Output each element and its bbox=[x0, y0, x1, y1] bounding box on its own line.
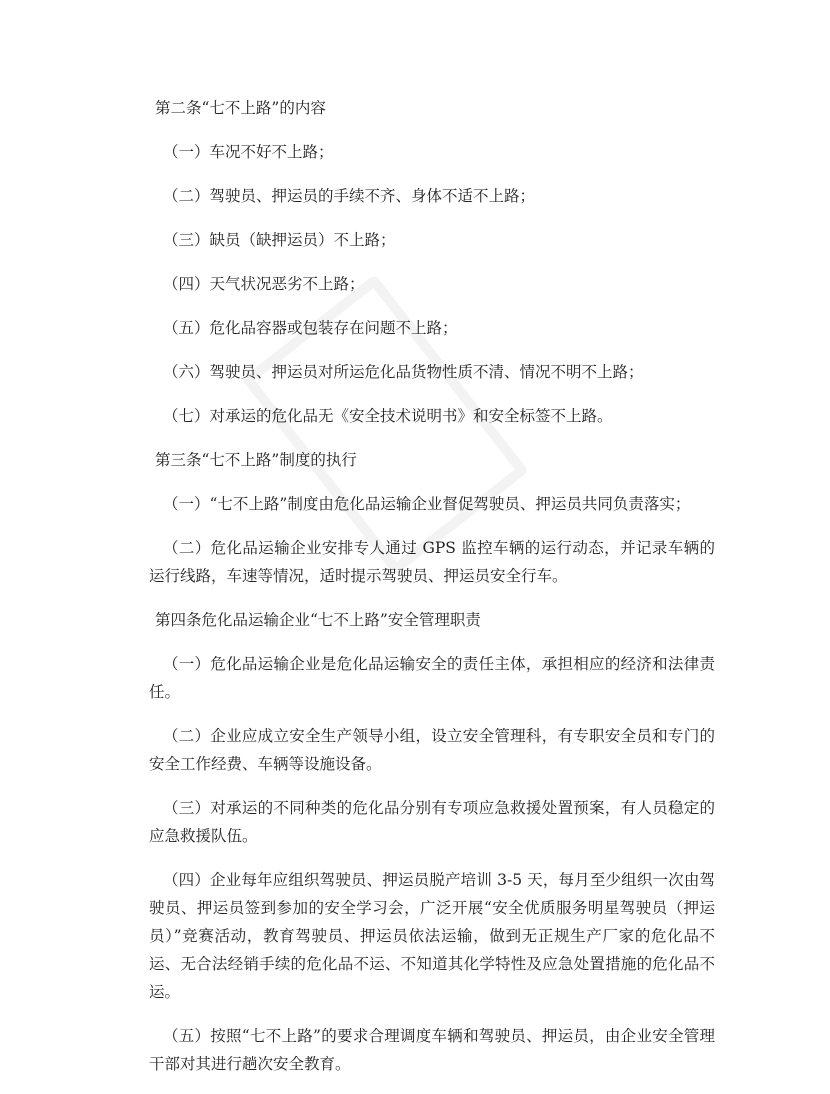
body-paragraph: （二）企业应成立安全生产领导小组，设立安全管理科，有专职安全员和专门的安全工作经费、车辆等设施设备。 bbox=[149, 727, 715, 773]
body-paragraph: （三）对承运的不同种类的危化品分别有专项应急救援处置预案，有人员稳定的应急救援队伍。 bbox=[149, 799, 715, 845]
body-paragraph: （二）危化品运输企业安排专人通过 GPS 监控车辆的运行动态，并记录车辆的运行线路，车速等情况，适时提示驾驶员、押运员安全行车。 bbox=[149, 539, 715, 585]
body-paragraph: （一）“七不上路”制度由危化品运输企业督促驾驶员、押运员共同负责落实； bbox=[163, 495, 691, 513]
list-item: （六）驾驶员、押运员对所运危化品货物性质不清、情况不明不上路； bbox=[163, 363, 644, 381]
section-heading: 第四条危化品运输企业“七不上路”安全管理职责 bbox=[155, 611, 481, 629]
list-item: （二）驾驶员、押运员的手续不齐、身体不适不上路； bbox=[163, 187, 536, 205]
list-item: （一）车况不好不上路； bbox=[163, 143, 334, 161]
section-heading: 第三条“七不上路”制度的执行 bbox=[155, 451, 357, 469]
document-body bbox=[149, 94, 715, 1094]
body-paragraph: （四）企业每年应组织驾驶员、押运员脱产培训 3-5 天，每月至少组织一次由驾驶员、押运员签到参加的安全学习会，广泛开展“安全优质服务明星驾驶员（押运员）”竞赛活动，教育驾驶员、押运员依法运输，做到无正规生产厂家的危化品不运、无合法经销手续的危化品不运、不知道其化学特性及应急处置措施的危化品不运。 bbox=[149, 871, 715, 1001]
list-item: （三）缺员（缺押运员）不上路； bbox=[163, 231, 396, 249]
body-paragraph: （一）危化品运输企业是危化品运输安全的责任主体，承担相应的经济和法律责任。 bbox=[149, 655, 715, 701]
section-heading: 第二条“七不上路”的内容 bbox=[155, 99, 326, 117]
list-item: （五）危化品容器或包装存在问题不上路； bbox=[163, 319, 458, 337]
list-item: （七）对承运的危化品无《安全技术说明书》和安全标签不上路。 bbox=[163, 407, 613, 425]
body-paragraph: （五）按照“七不上路”的要求合理调度车辆和驾驶员、押运员，由企业安全管理干部对其进行趟次安全教育。 bbox=[149, 1027, 715, 1073]
list-item: （四）天气状况恶劣不上路； bbox=[163, 275, 365, 293]
